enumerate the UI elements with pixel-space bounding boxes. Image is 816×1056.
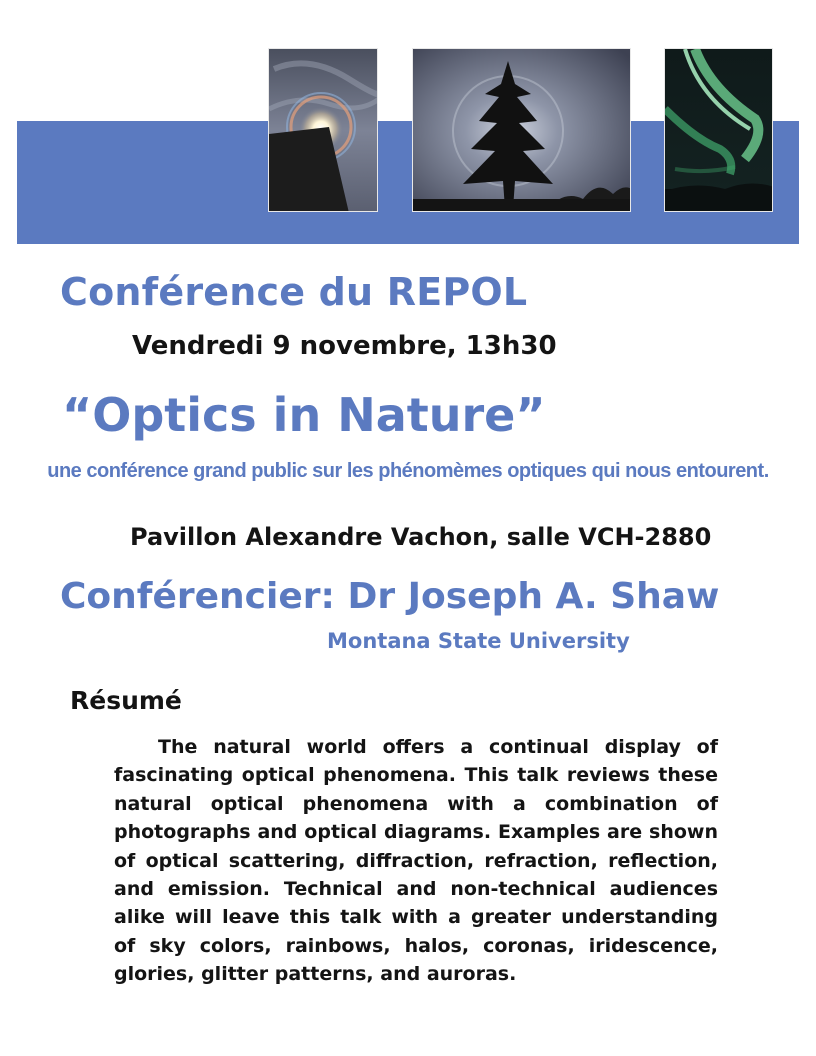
- abstract-heading: Résumé: [70, 686, 182, 715]
- speaker-affiliation: Montana State University: [327, 629, 630, 653]
- talk-title: “Optics in Nature”: [62, 388, 546, 442]
- talk-subtitle: une conférence grand public sur les phénomèmes optiques qui nous entourent.: [47, 460, 769, 482]
- conference-title: Conférence du REPOL: [60, 270, 528, 314]
- abstract-text: The natural world offers a continual display of fascinating optical phenomena. This talk reviews these natural optical phenomena with a combination of photographs and optical diagrams. Examples are shown of optical scattering, diffraction, refraction, reflection, and emission. Technical and non-technical audiences alike will leave this talk with a greater understanding of sky colors, rainbows, halos, coronas, iridescence, glories, glitter patterns, and auroras.: [114, 736, 718, 986]
- speaker-name: Conférencier: Dr Joseph A. Shaw: [60, 576, 720, 617]
- sun-halo-photo: [268, 48, 378, 212]
- event-venue: Pavillon Alexandre Vachon, salle VCH-2880: [130, 523, 712, 551]
- aurora-photo: [664, 48, 773, 212]
- event-date: Vendredi 9 novembre, 13h30: [132, 331, 557, 361]
- tree-silhouette-photo: [412, 48, 631, 212]
